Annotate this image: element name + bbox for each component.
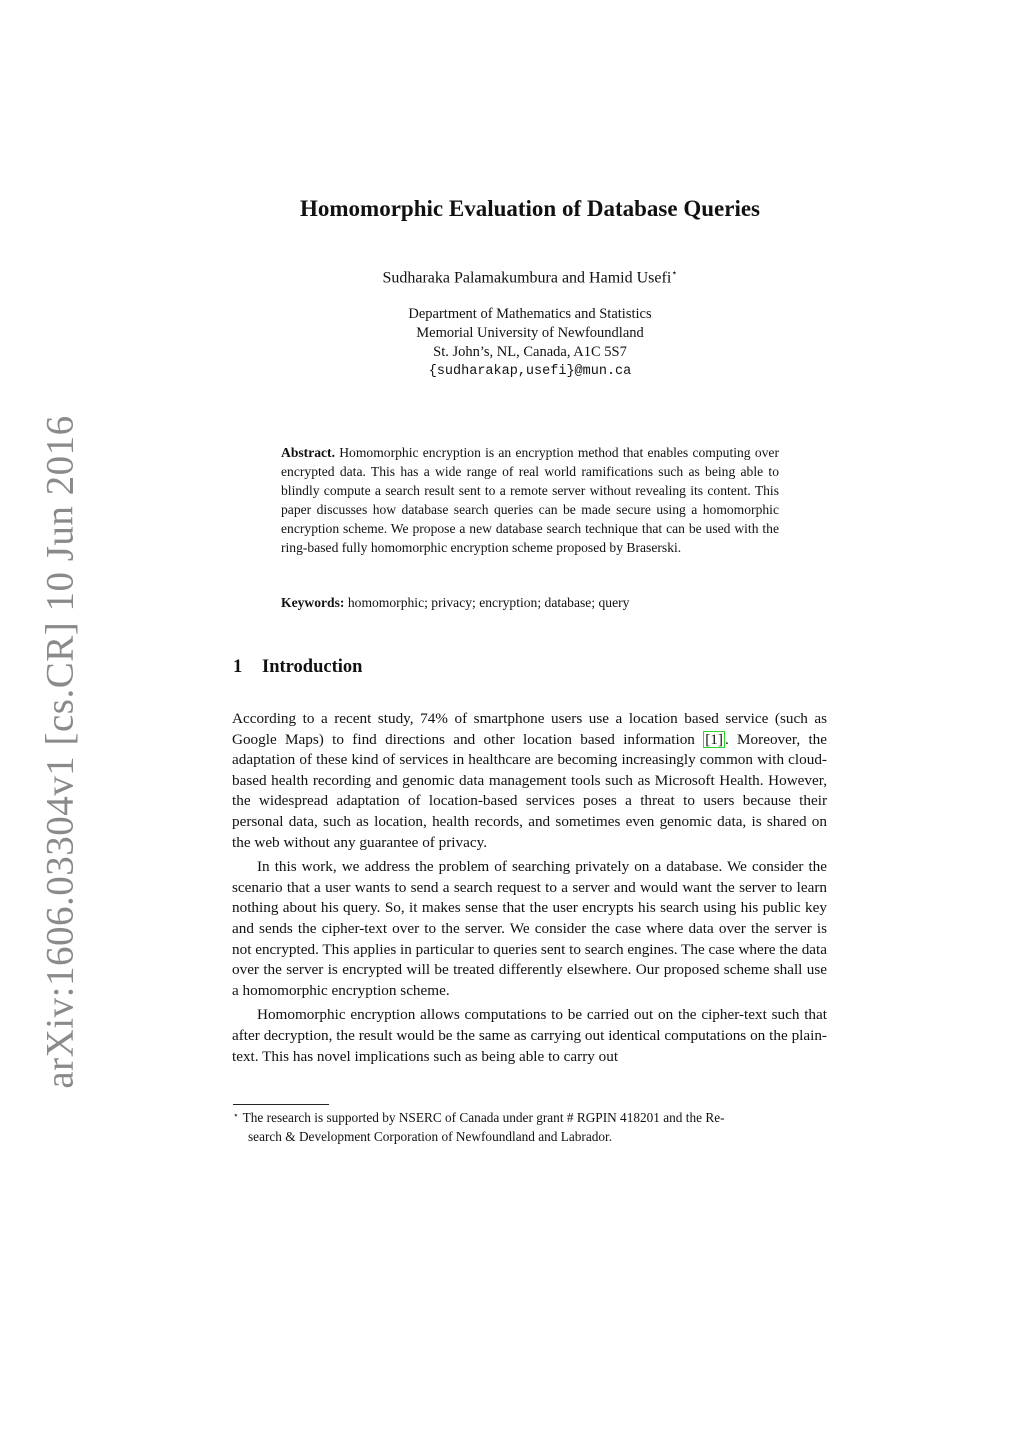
body-text <box>232 709 827 1071</box>
affiliation-block <box>0 305 1024 381</box>
paragraph-2: In this work, we address the problem of searching privately on a database. We consider the scenario that a user wants to send a search request to a server and would want the server to learn nothing about his query. So, it makes sense that the user encrypts his search using his public key and sends the cipher-text over to the server. We consider the case where data over the server is not encrypted. This applies in particular to queries sent to search engines. The case where the data over the server is encrypted will be treated differently elsewhere. Our proposed scheme shall use a homomorphic encryption scheme. <box>232 858 827 999</box>
affiliation-address: St. John’s, NL, Canada, A1C 5S7 <box>433 344 627 360</box>
paragraph-1-end: . Moreover, the adaptation of these kind of services in healthcare are becoming increasingly common with cloud-based health recording and genomic data management tools such as Microsoft Health. However, the widespread adaptation of location-based services poses a threat to users because their personal data, such as location, health records, and sometimes even genomic data, is shared on the web without any guarantee of privacy. <box>232 730 827 851</box>
section-title: Introduction <box>262 657 363 677</box>
footnote-line-1: The research is supported by NSERC of Canada under grant # RGPIN 418201 and the Re- <box>242 1110 725 1125</box>
footnote-mark: ⋆ <box>233 1110 239 1120</box>
affiliation-department: Department of Mathematics and Statistics <box>408 306 652 322</box>
footnote <box>233 1109 827 1146</box>
keywords-label: Keywords: <box>281 595 345 610</box>
abstract-text: Homomorphic encryption is an encryption method that enables computing over encrypted data. This has a wide range of real world ramifications such as being able to blindly compute a search result sent to a remote server without revealing its content. This paper discusses how database search queries can be made secure using a homomorphic encryption scheme. We propose a new database search technique that can be used with the ring-based fully homomorphic encryption scheme proposed by Braserski. <box>281 445 779 555</box>
author-line <box>0 268 1024 287</box>
section-heading <box>233 657 362 678</box>
author-email: {sudharakap,usefi}@mun.ca <box>428 364 632 379</box>
section-number: 1 <box>233 657 243 677</box>
keywords-text: homomorphic; privacy; encryption; database; query <box>347 595 630 610</box>
arxiv-identifier: arXiv:1606.03304v1 [cs.CR] 10 Jun 2016 <box>38 415 82 1089</box>
abstract-label: Abstract. <box>281 445 335 460</box>
authors-text: Sudharaka Palamakumbura and Hamid Usefi <box>382 269 672 287</box>
footnote-line-2: search & Development Corporation of Newfoundland and Labrador. <box>248 1129 613 1144</box>
citation-link[interactable]: [1] <box>705 730 723 748</box>
affiliation-university: Memorial University of Newfoundland <box>416 325 644 341</box>
footnote-divider <box>233 1104 329 1105</box>
abstract <box>281 443 779 557</box>
paragraph-3: Homomorphic encryption allows computations to be carried out on the cipher-text such that after decryption, the result would be the same as carrying out identical computations on the plain-text. This has novel implications such as being able to carry out <box>232 1006 827 1065</box>
keywords <box>281 595 779 611</box>
author-footnote-mark: ⋆ <box>671 268 678 279</box>
paragraph-1 <box>232 709 827 853</box>
paper-title: Homomorphic Evaluation of Database Queries <box>300 196 760 221</box>
paragraph-1-start: According to a recent study, 74% of smartphone users use a location based service (such as Google Maps) to find directions and other location based information <box>232 710 827 748</box>
